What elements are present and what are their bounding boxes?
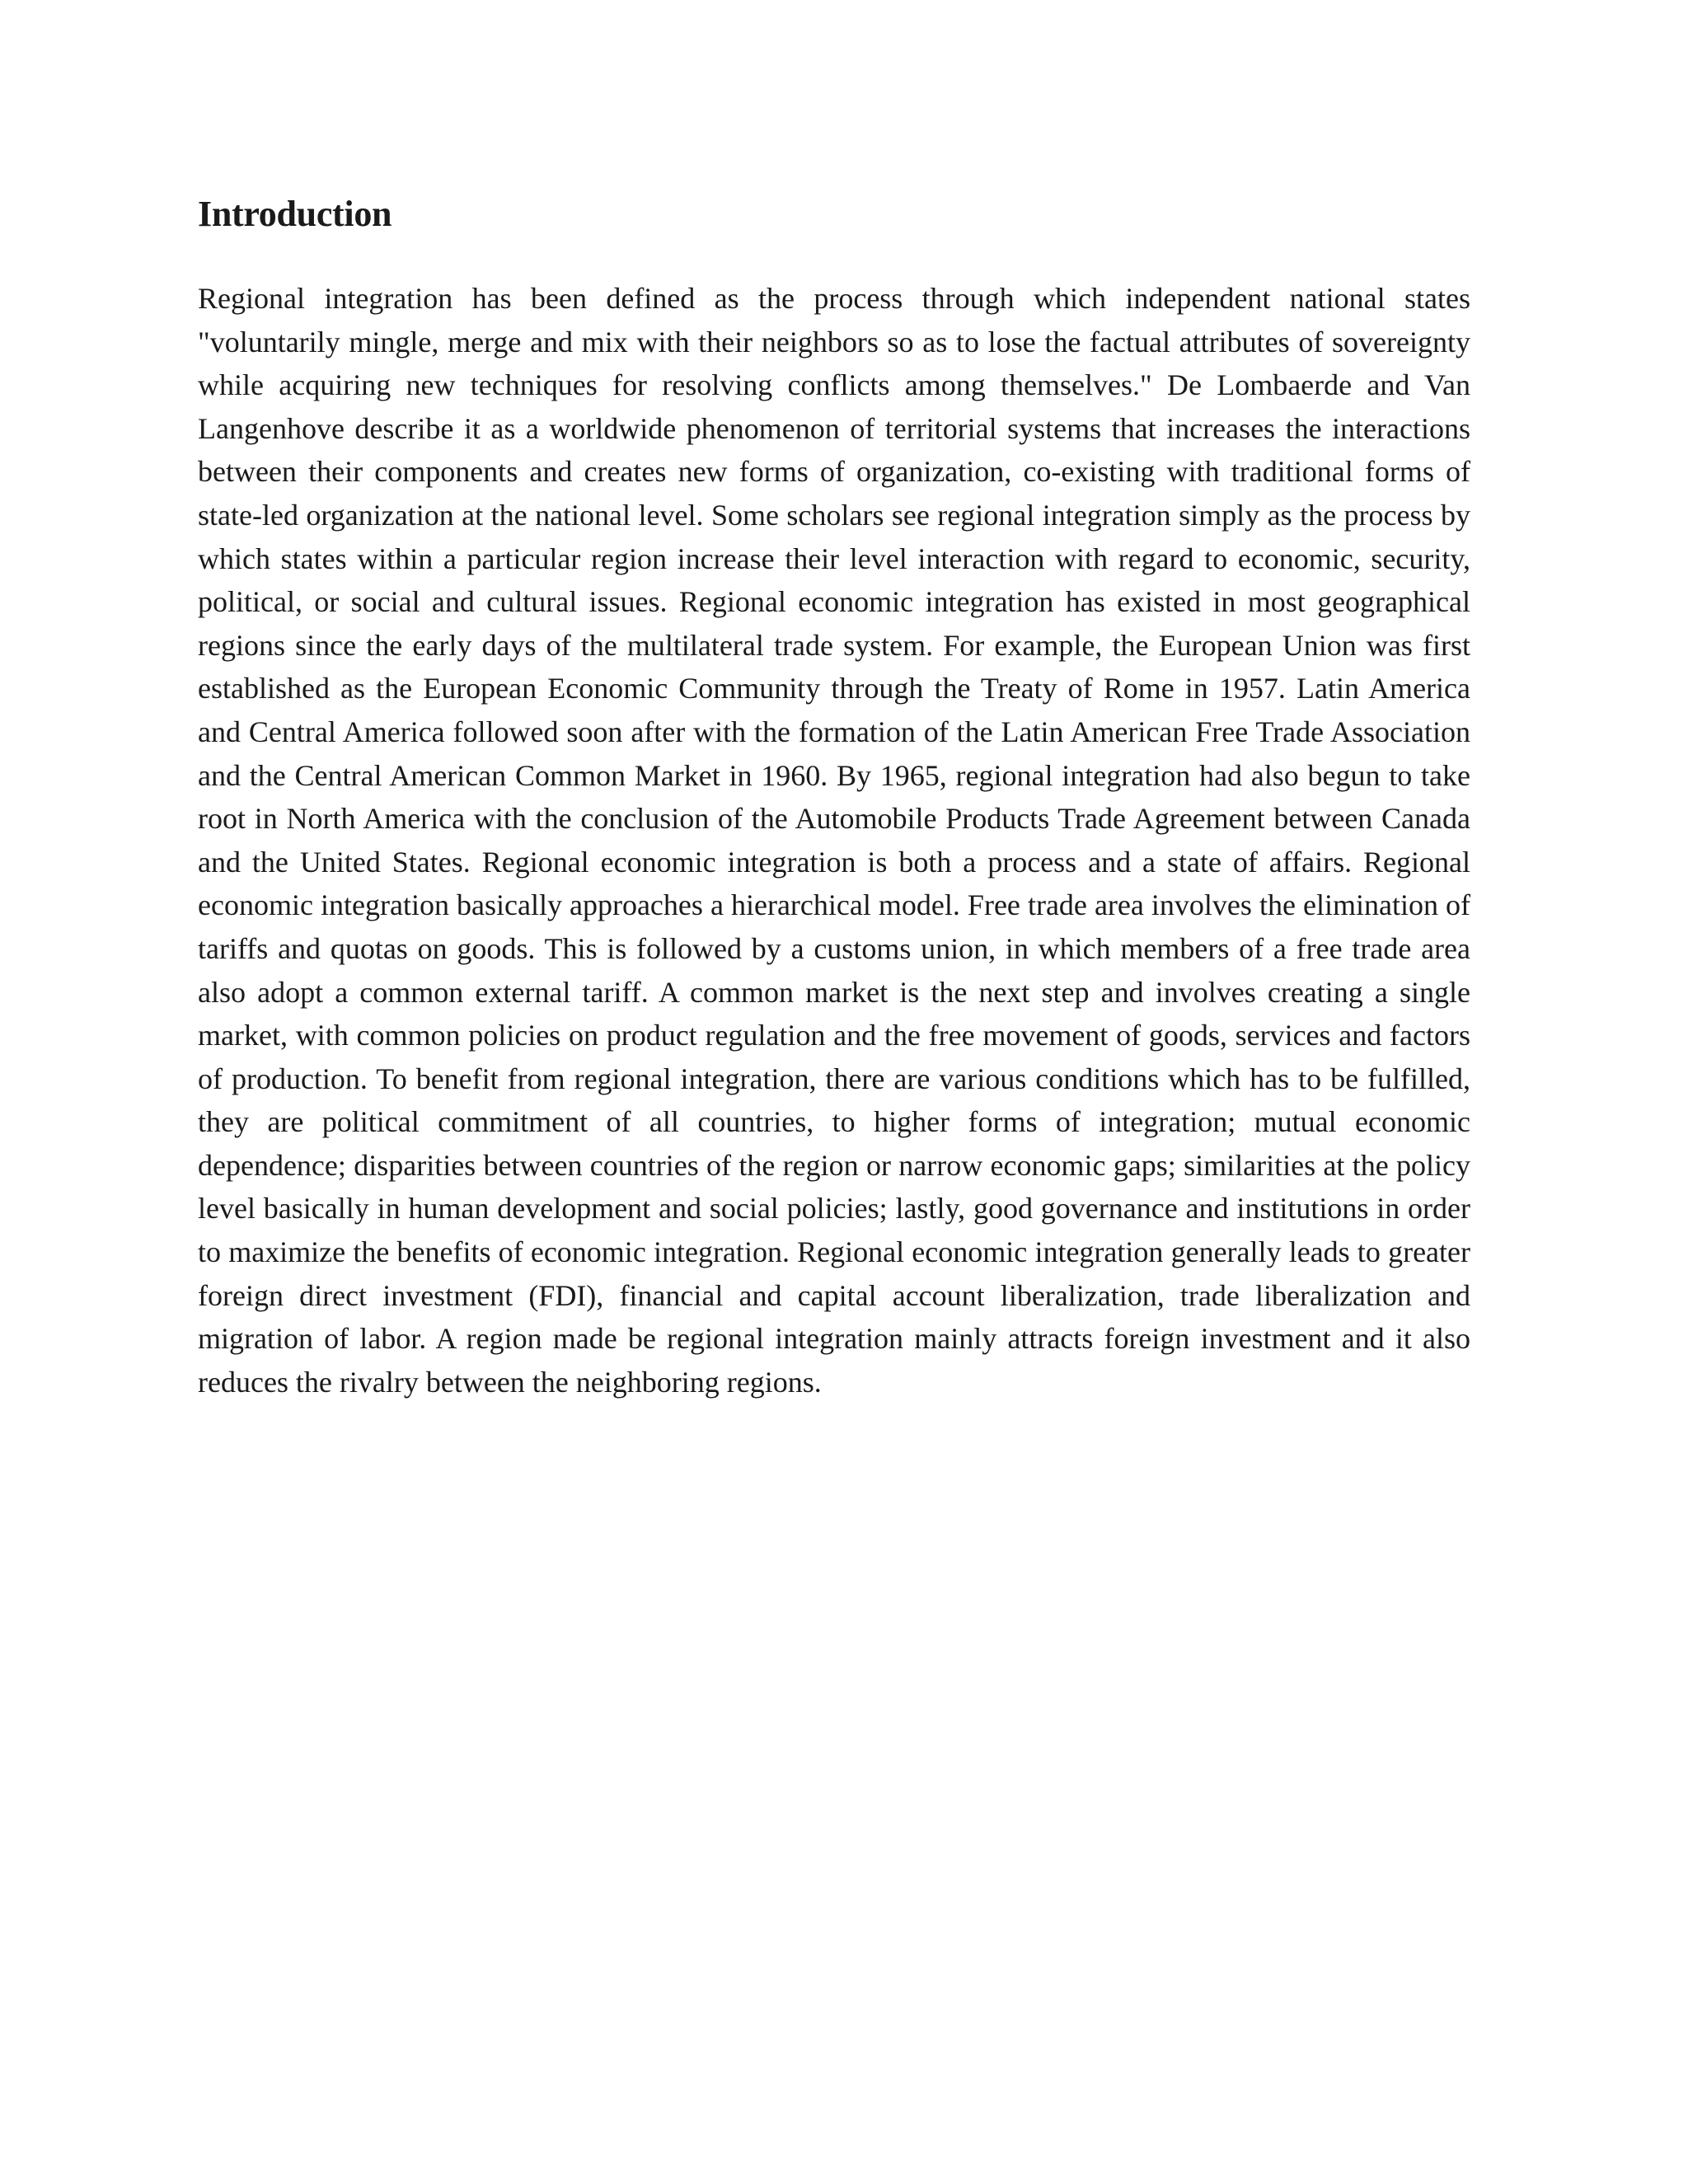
- document-content: [198, 191, 1470, 1404]
- section-heading: Introduction: [198, 194, 392, 234]
- body-paragraph: Regional integration has been defined as the process through which independent national states "voluntarily mingle, merge and mix with their neighbors so as to lose the factual attributes of sovereignty while acquiring new techniques for resolving conflicts among themselves." De Lombaerde and Van Langenhove describe it as a worldwide phenomenon of territorial systems that increases the interactions between their components and creates new forms of organization, co-existing with traditional forms of state-led organization at the national level. Some scholars see regional integration simply as the process by which states within a particular region increase their level interaction with regard to economic, security, political, or social and cultural issues. Regional economic integration has existed in most geographical regions since the early days of the multilateral trade system. For example, the European Union was first established as the European Economic Community through the Treaty of Rome in 1957. Latin America and Central America followed soon after with the formation of the Latin American Free Trade Association and the Central American Common Market in 1960. By 1965, regional integration had also begun to take root in North America with the conclusion of the Automobile Products Trade Agreement between Canada and the United States. Regional economic integration is both a process and a state of affairs. Regional economic integration basically approaches a hierarchical model. Free trade area involves the elimination of tariffs and quotas on goods. This is followed by a customs union, in which members of a free trade area also adopt a common external tariff. A common market is the next step and involves creating a single market, with common policies on product regulation and the free movement of goods, services and factors of production. To benefit from regional integration, there are various conditions which has to be fulfilled, they are political commitment of all countries, to higher forms of integration; mutual economic dependence; disparities between countries of the region or narrow economic gaps; similarities at the policy level basically in human development and social policies; lastly, good governance and institutions in order to maximize the benefits of economic integration. Regional economic integration generally leads to greater foreign direct investment (FDI), financial and capital account liberalization, trade liberalization and migration of labor. A region made be regional integration mainly attracts foreign investment and it also reduces the rivalry between the neighboring regions.: [198, 282, 1470, 1399]
